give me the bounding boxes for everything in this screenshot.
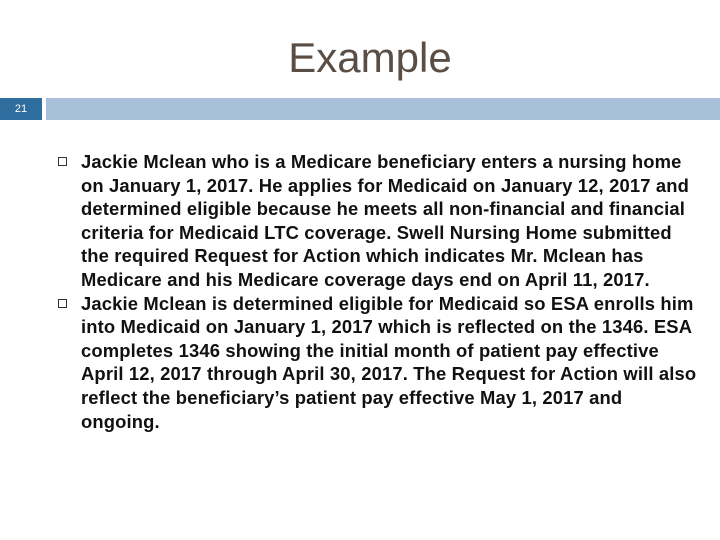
square-bullet-icon: [58, 157, 67, 166]
bullet-text: Jackie Mclean is determined eligible for Medicaid so ESA enrolls him into Medicaid on January 1, 2017 which is reflected on the 1346. ESA completes 1346 showing the initial month of patient pay effective April 12, 2017 through April 30, 2017. The Request for Action will also reflect the beneficiary’s patient pay effective May 1, 2017 and ongoing.: [81, 292, 697, 432]
accent-bar: [46, 98, 720, 120]
slide-number: 21: [0, 98, 42, 120]
list-item: [58, 150, 698, 292]
bullet-text: Jackie Mclean who is a Medicare beneficiary enters a nursing home on January 1, 2017. He applies for Medicaid on January 12, 2017 and determined eligible because he meets all non-financial and financial criteria for Medicaid LTC coverage. Swell Nursing Home submitted the required Request for Action which indicates Mr. Mclean has Medicare and his Medicare coverage days end on April 11, 2017.: [81, 151, 689, 290]
square-bullet-icon: [58, 299, 67, 308]
bullet-list: [58, 150, 698, 433]
header-bar: [0, 98, 720, 120]
slide-title: Example: [288, 34, 452, 81]
list-item: [58, 292, 698, 434]
